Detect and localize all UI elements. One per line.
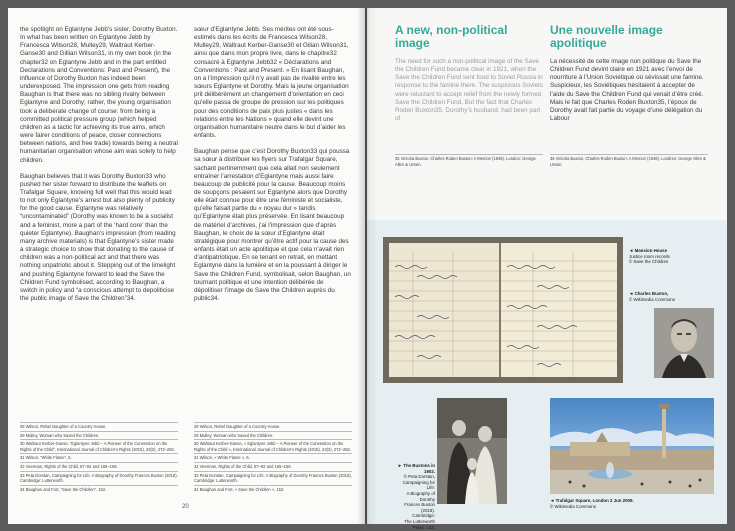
heading-english: A new, non-political image — [395, 23, 508, 50]
caption-line: Campaigning for Life: — [402, 479, 435, 491]
caption-trafalgar — [550, 498, 714, 509]
caption-line: Justice room records — [629, 253, 670, 259]
caption-line: ◄ Mansion House — [629, 248, 668, 253]
caption-charles-buxton — [629, 291, 721, 302]
footnote: 33 Peta Dorstan, Campaigning for Life. A Biography of Dorothy Frances Buxton (2018), Cambridge: Lutterworth. — [194, 472, 352, 484]
footnotes-english — [20, 422, 178, 493]
caption-line: Press, 133. — [412, 524, 435, 530]
page-number: 20 — [182, 504, 189, 510]
book-spine-shadow — [357, 8, 377, 524]
footnote: 30 Waltraut Kerber-Ganse, “Eglantyne Jebb – A Pioneer of the Convention on the Rights of the Child”, International Journal of Children’s Rights (2015), 23(2), 272–282. — [20, 439, 178, 453]
footnotes-french — [194, 422, 352, 493]
caption-line: © Save the Children — [629, 259, 669, 265]
footnote: 35 Victoria Buxton, Charles Roden Buxton: A Memoir (1948), London: George Allen & Unwin. — [395, 154, 543, 168]
footnote: 29 Mulley, Woman who Saved the Children. — [194, 431, 352, 440]
caption-buxtons — [397, 463, 435, 530]
footnote: 31 Wilson, “White Flame”, 6. — [20, 453, 178, 462]
ledger-photo — [383, 237, 623, 383]
footnote: 32 Veerman, Rights of the Child, 87–92 and 155–159. — [20, 462, 178, 471]
footnote: 35 Victoria Buxton, Charles Roden Buxton: A Memoir (1948), Londres: George Allen & Unwin. — [550, 154, 708, 168]
trafalgar-photo — [550, 398, 714, 494]
footnote: 29 Mulley, Woman who Saved the Children. — [20, 431, 178, 440]
left-page — [8, 8, 365, 524]
caption-line: © Peta Dorstan, — [403, 474, 435, 480]
footnote: 31 Wilson, « White Flame », 6. — [194, 453, 352, 462]
french-intro: La nécessité de cette image non politique du Save the Children Fund devint claire en 1921 avec l’envoi de nourriture à l’Union Soviétique où sévissait une famine. Suspicieux, les Soviétiques hésitaient à accepter de l’aide du Save the Children Fund qui venait d’être créé. Mais le fait que Charles Roden Buxton35, l’époux de Dorothy avait fait partie du voyage d’une délégation du Labour — [550, 58, 704, 123]
family-photo — [437, 398, 507, 504]
french-column — [194, 26, 352, 311]
caption-line: ◄ Trafalgar Square, London 2 Jun 2009. — [550, 498, 634, 503]
footnote: 34 Baughan and Fort, “Save the Children”, 152. — [20, 485, 178, 494]
caption-line: The Lutterworth — [404, 518, 435, 524]
english-column — [20, 26, 178, 311]
footnote: 28 Wilson, Rebel Daughter of a Country House. — [194, 422, 352, 431]
caption-line: ◄ Charles Buxton, — [629, 291, 669, 296]
footnote: 32 Veerman, Rights of the Child, 87–92 and 155–159. — [194, 462, 352, 471]
english-intro: The need for such a non-political image of the Save the Children Fund became clear in 1921, when the Save the Children Fund sent food to Soviet Russia in response to the famine there. The suspicious Soviets were reluctant to accept relief from the newly formed Save the Children Fund. But the fact that Charles Roden Buxton35, Dorothy’s husband, had been part of — [395, 58, 543, 123]
english-paragraph: the spotlight on Eglantyne Jebb’s sister, Dorothy Buxton. In what has been written on Eglantyne Jebb by Francesca Wilson28, Mulley29, Waltraut Kerber-Ganse30 and Gillian Wilson31, in my own book (in the chapter32 on Eglantyne Jebb and in the part entitled Declarations and Conventions: Past and Present), the influence of Dorothy Buxton has indeed been underexposed. The impression one gets from reading Baughan is that there was no sibling rivalry between Eglantyne and Dorothy; rather, the young organisation took a deliberate change of course: from being a committed political pressure group (which helped children as a tactic for achieving its true aims, which were fairer conditions of peace, closer connections between nations, and free trade) towards being a neutral humanitarian organisation whose aim was solely to help children. — [20, 26, 178, 164]
footnote: 30 Waltraut Kerber-Ganse, « Eglantyne Jebb – A Pioneer of the Convention on the Rights of the Child », International Journal of Children’s Rights (2015), 23(2), 272–282. — [194, 441, 351, 452]
english-paragraph: Baughan believes that it was Dorothy Buxton33 who pushed her sister forward to distribute the leaflets on Trafalgar Square, knowing full well that this would lead to not only Eglantyne’s arrest but also plenty of publicity for the good cause. Eglantyne was relatively “uncontaminated” (Dorothy was known to be a socialist and a feminist, more a part of the ‘hard core’ than the quieter Eglantyne). Baughan’s impression (from reading many archive materials) is that Eglantyne’s sister made a strategic choice to show that donating to the cause of children was a non-political act and that there was nothing unpatriotic about it. Stepping out of the limelight and pushing Eglantyne forward to lead the Save the Children Fund symbolised, according to Baughan, a switch in policy and “a conscious attempt to depoliticise the public image of Save the Children”34. — [20, 172, 176, 302]
caption-line: Frances Buxton (2018). — [404, 502, 435, 513]
footnote-french — [550, 154, 708, 168]
heading-french: Une nouvelle image apolitique — [550, 23, 663, 50]
french-paragraph: sœur d’Eglantyne Jebb. Ses mérites ont été sous-estimés dans les écrits de Francesca Wilson28, Mulley29, Waltraut Kerber-Ganse30 et Gilian Wilson31, ainsi que dans mon propre livre, dans le chapitre32 consacré à Eglantyne Jebb32 « Déclarations and Conventions : Past and Present. » En lisant Baughan, on a l’impression qu’il n’y avait pas de rivalité entre les sœurs Eglantyne et Dorothy. Mais la jeune organisation prit délibérément un changement d’orientation en ceci qu’elle passa de groupe de pression sur les politiques pour des conditions de paix plus justes « dans les relations entre les Nations » quand elle devint une organisation humanitaire neutre dans le but d’aider les enfants. — [194, 26, 349, 140]
footnote: 34 Baughan and Fort, « Save the Children », 152. — [194, 485, 352, 494]
caption-line: ► The Buxtons in 1902. — [397, 463, 435, 474]
footnote: 28 Wilson, Rebel Daughter of a Country House. — [20, 422, 178, 431]
french-paragraph: Baughan pense que c’est Dorothy Buxton33 qui poussa sa sœur à distribuer les flyers sur Trafalgar Square, sachant pertinemment que cela allait non seulement entraîner l’arrestation d’Eglantyne mais aussi faire beaucoup de publicité pour la cause. Beaucoup moins de soupçons pesaient sur Eglantyne alors que Dorothy elle était connue pour être une féministe et socialiste, qu’elle faisait partie du « noyau dur » tandis qu’Eglantyne était plus préservée. En lisant beaucoup de matériel d’archives, j’ai l’impression que d’après Baughan, le choix de la sœur d’Eglantyne était stratégique pour montrer qu’être actif pour la cause des enfants était un acte apolitique et que cela n’avait rien d’antipatriotique. En se tenant en retrait, en mettant Eglantyne dans la lumière et en la poussant à diriger le Save the Children Fund, symbolisait, selon Baughan, un tournant politique et une intention délibérée de dépolitiser l’image de Save the Children auprès du public34. — [194, 148, 351, 302]
portrait-photo — [654, 308, 714, 378]
caption-line: © Wikimedia Commons — [629, 296, 675, 302]
caption-line: A Biography of Dorothy — [406, 490, 435, 502]
caption-line: © Wikimedia Commons — [550, 503, 596, 509]
caption-line: Cambridge: — [412, 513, 435, 519]
footnote: 33 Peta Dorstan, Campaigning for Life. A Biography of Dorothy Frances Buxton (2018), Cambridge: Lutterworth. — [20, 472, 178, 484]
footnote-english — [395, 154, 543, 168]
right-page — [367, 8, 727, 530]
caption-mansion-house — [629, 248, 721, 265]
